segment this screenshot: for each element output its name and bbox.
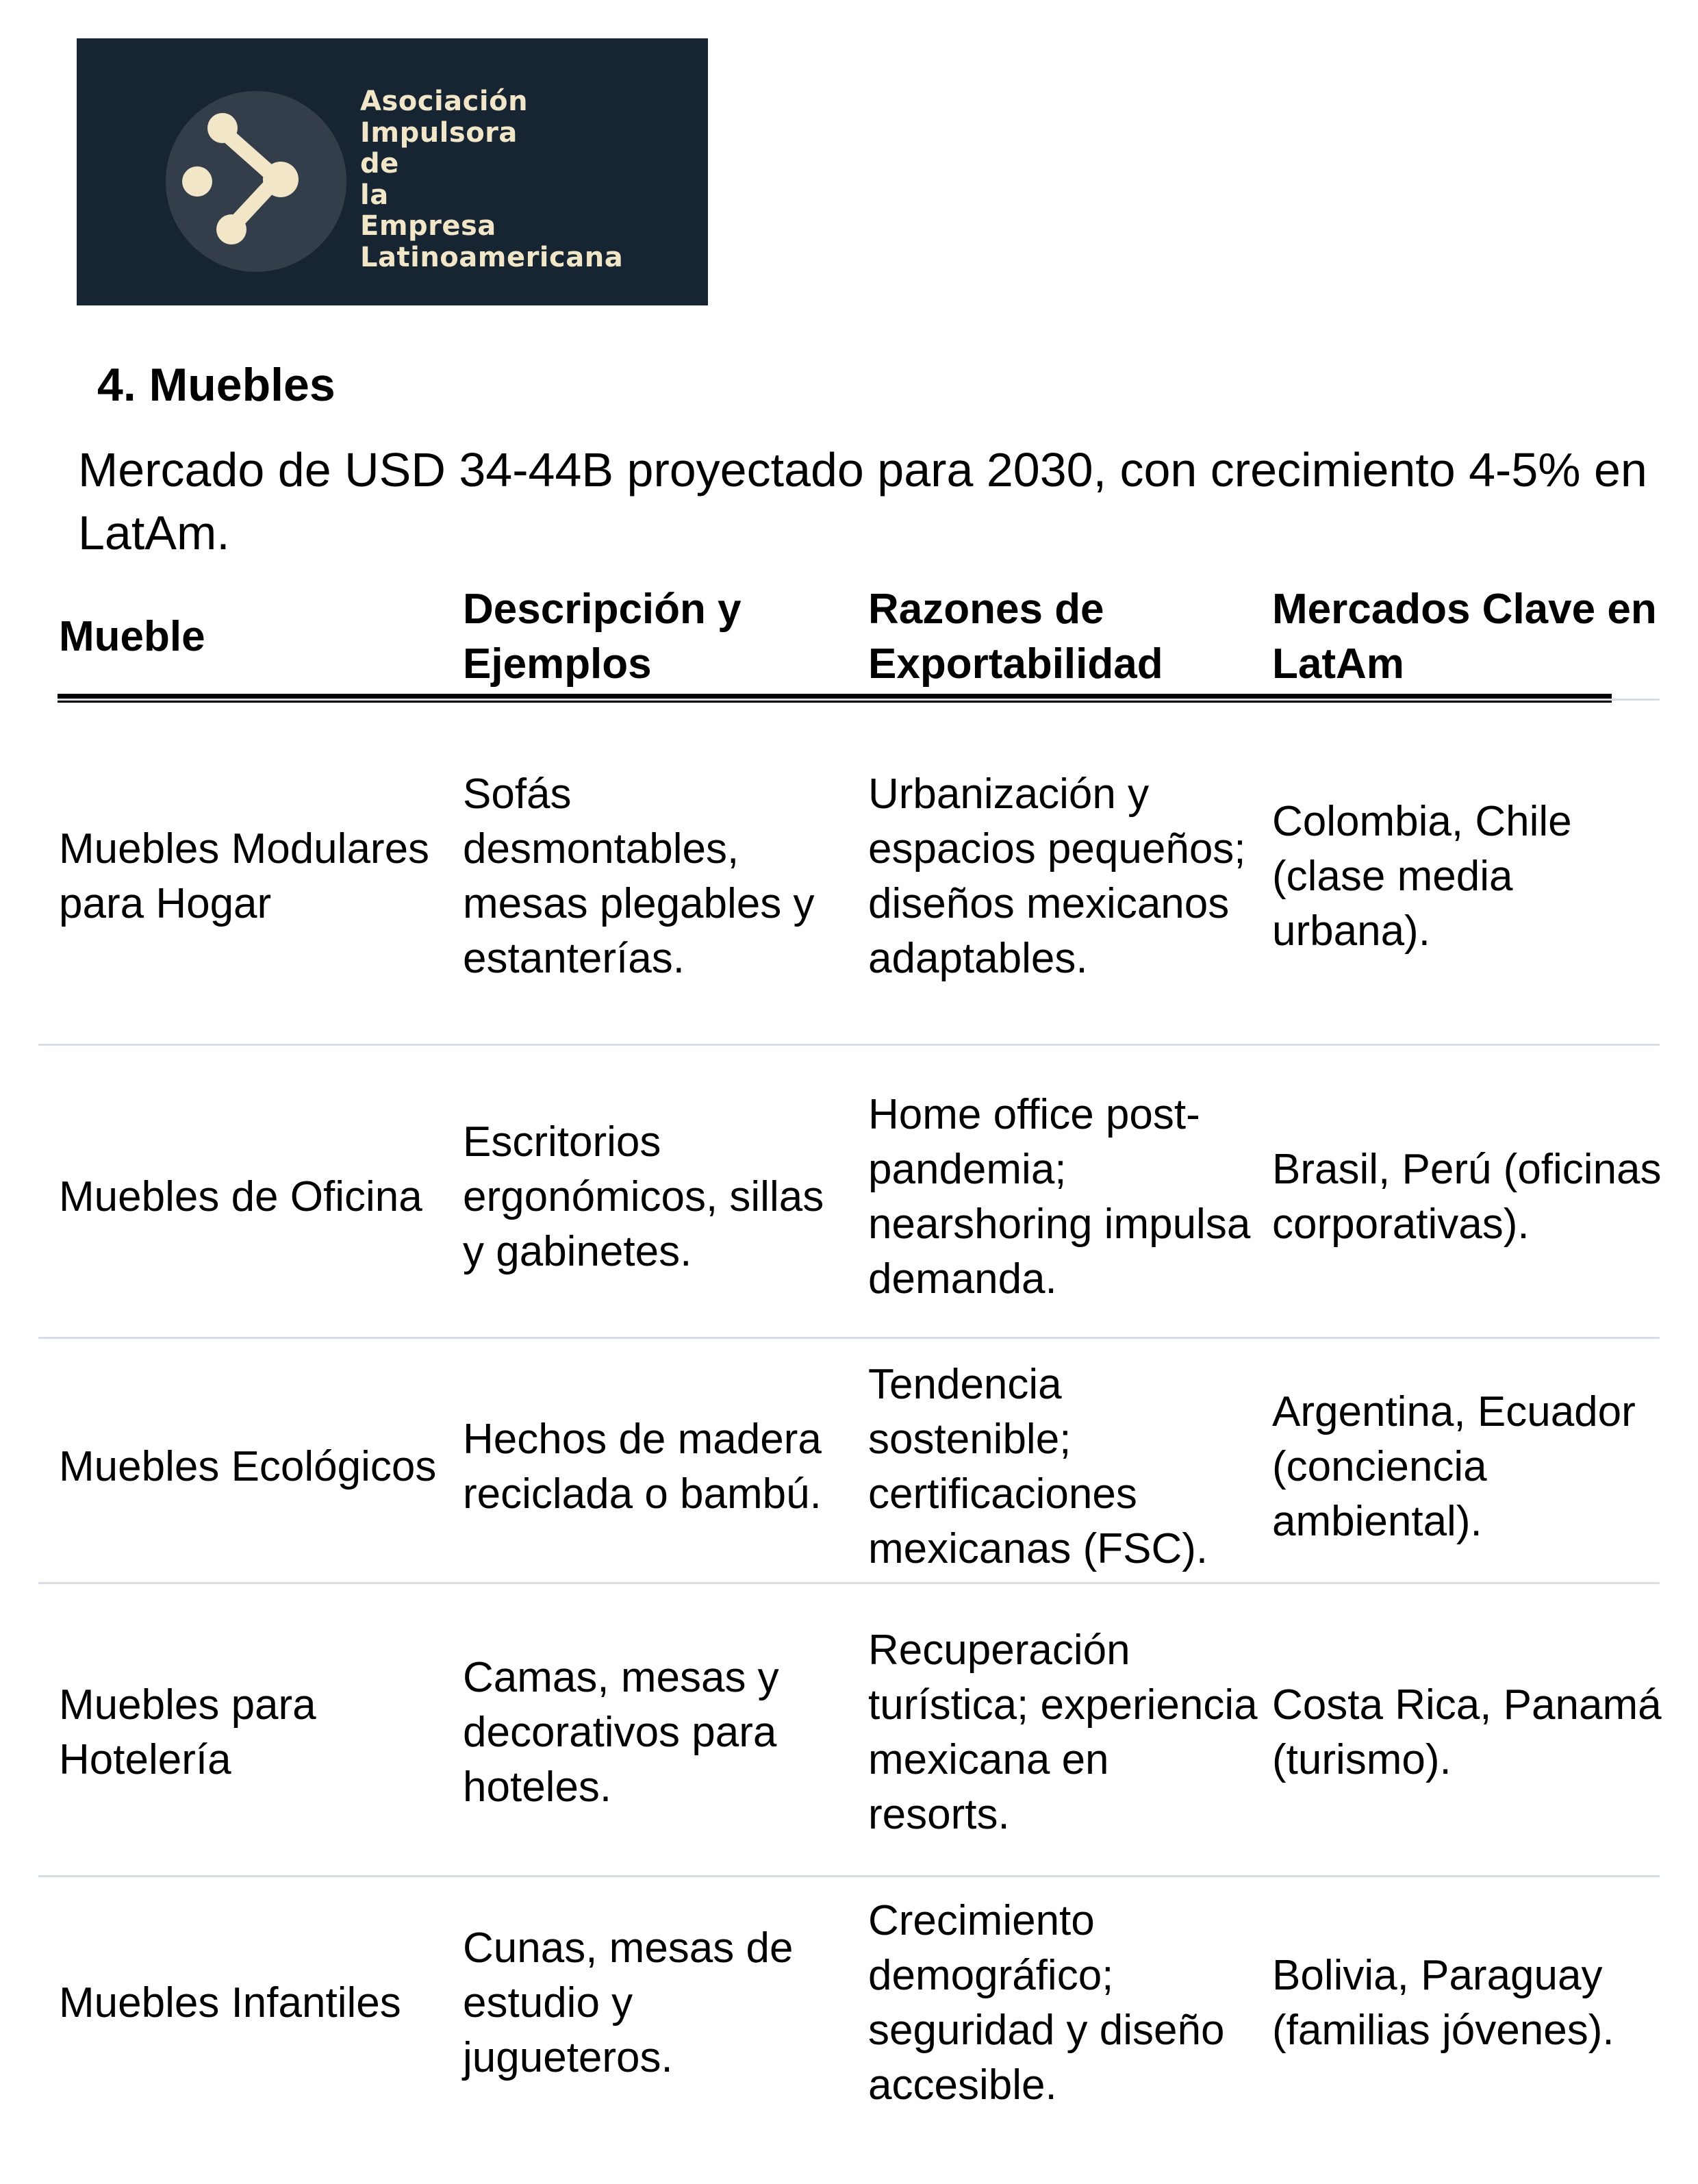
table-cell: Cunas, mesas de estudio y jugueteros. xyxy=(463,1924,794,2081)
row-divider xyxy=(58,699,1660,701)
logo-line: de xyxy=(360,148,399,179)
logo-line: la xyxy=(360,179,389,211)
column-header: Mercados Clave en LatAm xyxy=(1272,586,1657,688)
table-cell: Crecimiento demográfico; seguridad y diseño accesible. xyxy=(868,1896,1225,2109)
table-cell: Colombia, Chile (clase media urbana). xyxy=(1272,798,1572,955)
table-cell: Costa Rica, Panamá (turismo). xyxy=(1272,1681,1662,1783)
table-cell: Camas, mesas y decorativos para hoteles. xyxy=(463,1654,779,1811)
logo-line: Empresa xyxy=(360,210,496,242)
row-divider xyxy=(38,1582,1660,1584)
table-cell: Brasil, Perú (oficinas corporativas). xyxy=(1272,1146,1662,1248)
table-cell: Escritorios ergonómicos, sillas y gabinetes. xyxy=(463,1118,824,1275)
table-cell: Muebles para Hotelería xyxy=(59,1681,316,1783)
table-cell: Bolivia, Paraguay (familias jóvenes). xyxy=(1272,1951,1614,2054)
section-title: 4. Muebles xyxy=(97,359,335,411)
table-cell: Hechos de madera reciclada o bambú. xyxy=(463,1416,822,1518)
table-cell: Sofás desmontables, mesas plegables y estanterías. xyxy=(463,770,815,982)
table-cell: Muebles de Oficina xyxy=(59,1173,422,1220)
logo-line: Impulsora xyxy=(360,116,518,149)
row-divider xyxy=(38,1337,1660,1339)
table-cell: Tendencia sostenible; certificaciones mexicanas (FSC). xyxy=(868,1361,1208,1572)
table-cell: Muebles Modulares para Hogar xyxy=(59,825,430,927)
row-divider xyxy=(38,1044,1660,1046)
table-cell: Recuperación turística; experiencia mexicana en resorts. xyxy=(868,1627,1258,1838)
column-header: Mueble xyxy=(59,613,205,660)
logo-line: Asociación xyxy=(360,86,529,117)
table-cell: Muebles Ecológicos xyxy=(59,1443,437,1490)
table-cell: Urbanización y espacios pequeños; diseños mexicanos adaptables. xyxy=(868,770,1246,982)
logo-line: Latinoamericana xyxy=(360,241,624,273)
table-cell: Argentina, Ecuador (conciencia ambiental). xyxy=(1272,1388,1636,1545)
column-header: Razones de Exportabilidad xyxy=(868,586,1163,688)
table-cell: Home office post-pandemia; nearshoring impulsa demanda. xyxy=(868,1091,1251,1303)
column-header: Descripción y Ejemplos xyxy=(463,586,742,688)
row-divider xyxy=(38,1875,1660,1877)
intro-paragraph: Mercado de USD 34-44B proyectado para 2030, con crecimiento 4-5% en LatAm. xyxy=(78,443,1647,560)
table-cell: Muebles Infantiles xyxy=(59,1979,401,2026)
